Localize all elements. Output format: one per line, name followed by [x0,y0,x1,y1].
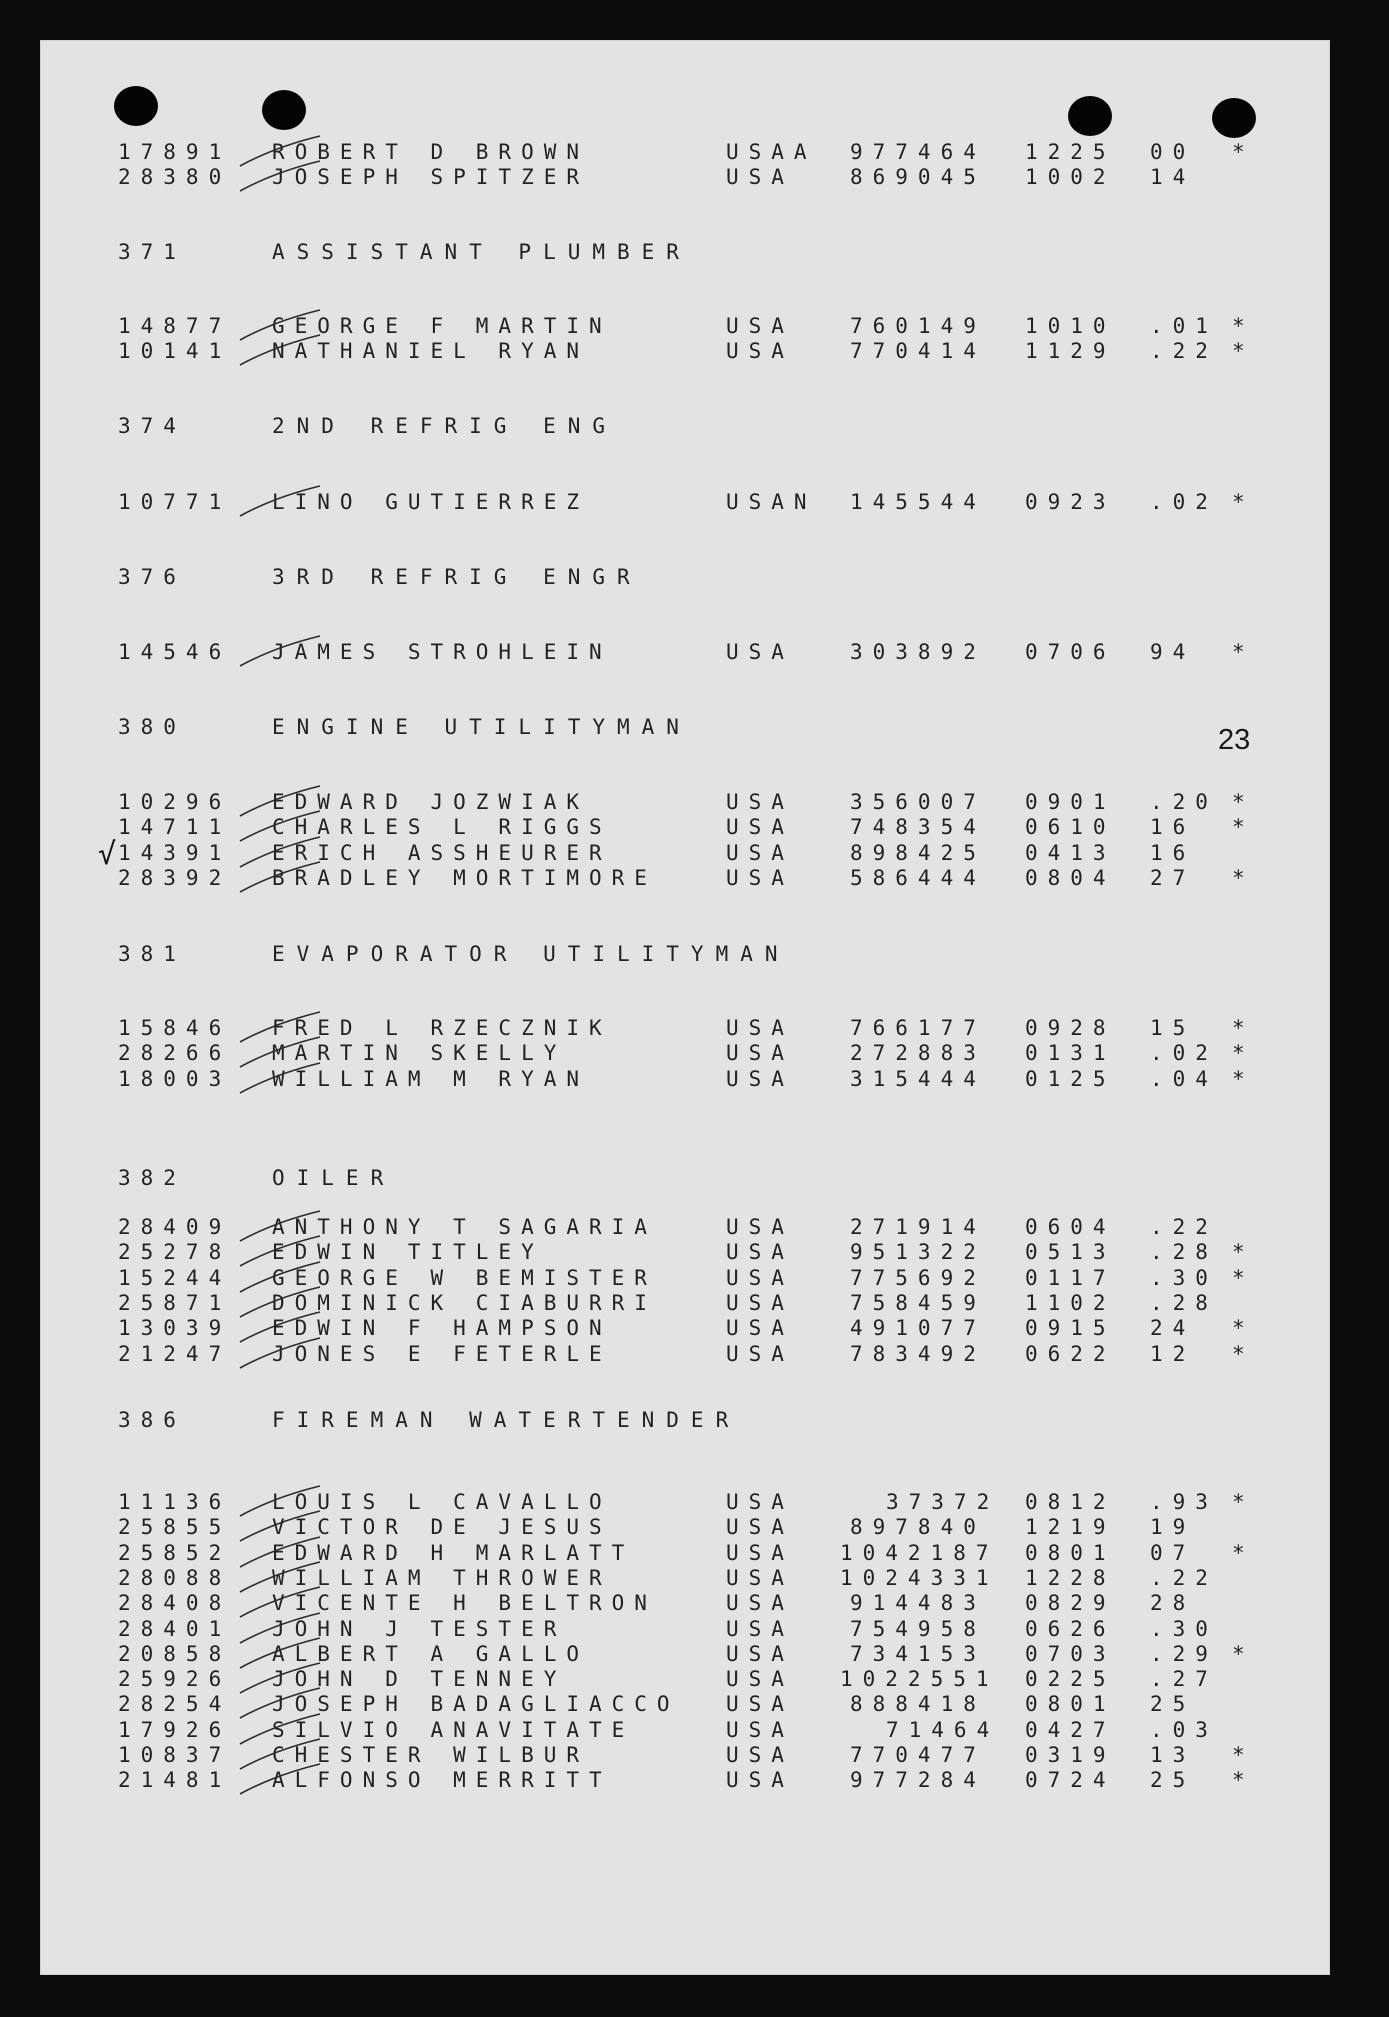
crew-row [0,1591,1389,1617]
crew-row [0,165,1389,191]
date-code: 1102 [1025,1290,1116,1315]
citizenship: USA [726,1490,794,1514]
crew-row [0,1215,1389,1241]
pen-check-mark [232,860,332,896]
date-code: 0427 [1025,1717,1116,1742]
page-number: 23 [1218,724,1251,756]
citizenship: USAN [726,490,817,514]
citizenship: USA [726,1265,794,1290]
crew-row [0,1490,1389,1516]
asterisk-mark: * [1232,815,1245,840]
asterisk-mark: * [1232,640,1245,664]
date-code: 0604 [1025,1215,1116,1239]
crew-id: 13039 [118,1316,232,1341]
document-number: 754958 [850,1616,986,1641]
rate-value: 00 [1150,140,1196,164]
citizenship: USA [726,339,794,364]
date-code: 0801 [1025,1540,1116,1565]
crew-id: 20858 [118,1641,232,1666]
rate-value: 94 [1150,640,1196,664]
crew-id: 14711 [118,815,232,840]
rate-value: 12 [1150,1341,1196,1366]
date-code: 0413 [1025,840,1116,865]
rate-value: .30 [1150,1265,1218,1290]
citizenship: USA [726,865,794,890]
document-number: 977464 [850,140,986,164]
crew-name: LOUIS L CAVALLO [272,1490,612,1514]
crew-row [0,1566,1389,1592]
asterisk-mark: * [1232,1066,1245,1091]
crew-id: 15846 [118,1016,232,1040]
crew-id: 28266 [118,1041,232,1066]
crew-name: WILLIAM THROWER [272,1565,612,1590]
asterisk-mark: * [1232,1041,1245,1066]
citizenship: USA [726,1591,794,1616]
crew-id: 21481 [118,1768,232,1793]
asterisk-mark: * [1232,1316,1245,1341]
crew-row [0,1718,1389,1744]
document-number: 145544 [850,490,986,514]
rate-value: 16 [1150,815,1196,840]
crew-id: 10771 [118,490,232,514]
document-number: 586444 [850,865,986,890]
document-number: 770477 [850,1743,986,1767]
section-title: 2ND REFRIG ENG [272,414,618,438]
asterisk-mark: * [1232,1490,1245,1514]
asterisk-mark: * [1232,1240,1245,1265]
rate-value: .22 [1150,1215,1218,1239]
date-code: 1010 [1025,314,1116,338]
punch-hole [262,90,306,130]
date-code: 1129 [1025,339,1116,364]
date-code: 0225 [1025,1667,1116,1692]
crew-name: VICENTE H BELTRON [272,1591,657,1616]
document-number: 783492 [850,1341,986,1366]
crew-id: 28088 [118,1565,232,1590]
crew-id: 28401 [118,1616,232,1641]
crew-name: CHESTER WILBUR [272,1743,590,1767]
crew-row [0,1041,1389,1067]
document-number: 1022551 [840,1667,999,1692]
citizenship: USA [726,1565,794,1590]
document-number: 897840 [850,1515,986,1540]
citizenship: USA [726,815,794,840]
document-number: 775692 [850,1265,986,1290]
crew-row [0,1515,1389,1541]
rate-value: 07 [1150,1540,1196,1565]
crew-id: 28392 [118,865,232,890]
crew-row [0,1291,1389,1317]
crew-name: ANTHONY T SAGARIA [272,1215,657,1239]
crew-id: 15244 [118,1265,232,1290]
crew-id: 28380 [118,165,232,190]
document-number: 37372 [886,1490,1000,1514]
crew-id: 17891 [118,140,232,164]
crew-name: JONES E FETERLE [272,1341,612,1366]
date-code: 1219 [1025,1515,1116,1540]
crew-id: 11136 [118,1490,232,1514]
citizenship: USAA [726,140,817,164]
crew-row [0,1316,1389,1342]
document-number: 315444 [850,1066,986,1091]
citizenship: USA [726,1540,794,1565]
date-code: 0915 [1025,1316,1116,1341]
citizenship: USA [726,165,794,190]
crew-name: WILLIAM M RYAN [272,1066,590,1091]
punch-hole [1212,98,1256,138]
crew-id: 21247 [118,1341,232,1366]
crew-id: 17926 [118,1717,232,1742]
crew-row [0,1617,1389,1643]
section-code: 380 [118,715,186,739]
crew-row [0,866,1389,892]
crew-name: JOHN J TESTER [272,1616,567,1641]
crew-row [0,1642,1389,1668]
pen-check-mark [232,333,332,369]
date-code: 0319 [1025,1743,1116,1767]
rate-value: .93 [1150,1490,1218,1514]
asterisk-mark: * [1232,1265,1245,1290]
document-number: 303892 [850,640,986,664]
citizenship: USA [726,1515,794,1540]
asterisk-mark: * [1232,140,1245,164]
document-number: 760149 [850,314,986,338]
rate-value: 27 [1150,865,1196,890]
rate-value: .04 [1150,1066,1218,1091]
rate-value: .20 [1150,790,1218,814]
citizenship: USA [726,840,794,865]
section-title: ASSISTANT PLUMBER [272,240,691,264]
date-code: 0703 [1025,1641,1116,1666]
date-code: 0125 [1025,1066,1116,1091]
crew-name: ERICH ASSHEURER [272,840,612,865]
crew-row [0,1266,1389,1292]
crew-name: VICTOR DE JESUS [272,1515,612,1540]
citizenship: USA [726,1016,794,1040]
document-number: 951322 [850,1240,986,1265]
citizenship: USA [726,314,794,338]
crew-name: CHARLES L RIGGS [272,815,612,840]
document-number: 356007 [850,790,986,814]
section-title: ENGINE UTILITYMAN [272,715,691,739]
document-number: 271914 [850,1215,986,1239]
crew-id: 25278 [118,1240,232,1265]
pen-check-mark [232,159,332,195]
document-number: 272883 [850,1041,986,1066]
section-title: FIREMAN WATERTENDER [272,1408,741,1432]
section-title: 3RD REFRIG ENGR [272,565,642,589]
citizenship: USA [726,1066,794,1091]
document-number: 977284 [850,1768,986,1793]
pen-check-mark [232,634,332,670]
crew-row [0,1342,1389,1368]
crew-row [0,1667,1389,1693]
crew-row [0,1692,1389,1718]
asterisk-mark: * [1232,1341,1245,1366]
crew-row [0,140,1389,166]
crew-id: 25926 [118,1667,232,1692]
rate-value: 13 [1150,1743,1196,1767]
crew-id: 10296 [118,790,232,814]
citizenship: USA [726,790,794,814]
section-code: 386 [118,1408,186,1432]
section-title: OILER [272,1166,396,1190]
crew-row [0,815,1389,841]
crew-name: JOHN D TENNEY [272,1667,567,1692]
crew-row [0,1743,1389,1769]
crew-row [0,1240,1389,1266]
pen-check-mark [232,1762,332,1798]
date-code: 0117 [1025,1265,1116,1290]
section-code: 376 [118,565,186,589]
crew-id: 28408 [118,1591,232,1616]
document-number: 770414 [850,339,986,364]
crew-row [0,836,1389,872]
date-code: 0928 [1025,1016,1116,1040]
pen-check-mark [232,1336,332,1372]
document-number: 914483 [850,1591,986,1616]
crew-id: 25855 [118,1515,232,1540]
rate-value: 14 [1150,165,1196,190]
pen-check-mark [232,1061,332,1097]
crew-name: FRED L RZECZNIK [272,1016,612,1040]
crew-name: EDWARD JOZWIAK [272,790,590,814]
crew-name: JOSEPH SPITZER [272,165,590,190]
citizenship: USA [726,1041,794,1066]
punch-hole [1068,96,1112,136]
rate-value: .28 [1150,1290,1218,1315]
crew-id: 14391 [118,840,232,865]
date-code: 1228 [1025,1565,1116,1590]
date-code: 0610 [1025,815,1116,840]
rate-value: 25 [1150,1692,1196,1717]
rate-value: .22 [1150,339,1218,364]
crew-row [0,1067,1389,1093]
date-code: 0131 [1025,1041,1116,1066]
crew-name: ALFONSO MERRITT [272,1768,612,1793]
crew-row [0,339,1389,365]
crew-id: 14877 [118,314,232,338]
date-code: 0724 [1025,1768,1116,1793]
rate-value: .28 [1150,1240,1218,1265]
date-code: 0706 [1025,640,1116,664]
document-number: 898425 [850,840,986,865]
crew-name: EDWIN F HAMPSON [272,1316,612,1341]
crew-id: 10141 [118,339,232,364]
section-code: 374 [118,414,186,438]
crew-id: 14546 [118,640,232,664]
asterisk-mark: * [1232,865,1245,890]
document-number: 869045 [850,165,986,190]
citizenship: USA [726,1290,794,1315]
crew-name: EDWIN TITLEY [272,1240,544,1265]
crew-name: DOMINICK CIABURRI [272,1290,657,1315]
date-code: 0804 [1025,865,1116,890]
document-number: 1042187 [840,1540,999,1565]
asterisk-mark: * [1232,314,1245,338]
asterisk-mark: * [1232,1743,1245,1767]
asterisk-mark: * [1232,339,1245,364]
crew-name: ALBERT A GALLO [272,1641,590,1666]
date-code: 0622 [1025,1341,1116,1366]
crew-name: LINO GUTIERREZ [272,490,590,514]
crew-row [0,790,1389,816]
rate-value: .30 [1150,1616,1218,1641]
citizenship: USA [726,1316,794,1341]
asterisk-mark: * [1232,1540,1245,1565]
crew-id: 25871 [118,1290,232,1315]
crew-id: 10837 [118,1743,232,1767]
date-code: 0901 [1025,790,1116,814]
crew-row [0,1541,1389,1567]
crew-name: GEORGE W BEMISTER [272,1265,657,1290]
document-number: 71464 [886,1717,1000,1742]
date-code: 1225 [1025,140,1116,164]
crew-name: JOSEPH BADAGLIACCO [272,1692,680,1717]
document-number: 766177 [850,1016,986,1040]
citizenship: USA [726,1717,794,1742]
date-code: 1002 [1025,165,1116,190]
crew-row [0,1768,1389,1794]
date-code: 0812 [1025,1490,1116,1514]
rate-value: 28 [1150,1591,1196,1616]
document-number: 734153 [850,1641,986,1666]
punch-hole [114,86,158,126]
date-code: 0801 [1025,1692,1116,1717]
date-code: 0513 [1025,1240,1116,1265]
crew-row [0,314,1389,340]
citizenship: USA [726,1768,794,1793]
date-code: 0626 [1025,1616,1116,1641]
section-title: EVAPORATOR UTILITYMAN [272,942,790,966]
asterisk-mark: * [1232,1641,1245,1666]
document-number: 491077 [850,1316,986,1341]
crew-name: NATHANIEL RYAN [272,339,590,364]
crew-name: GEORGE F MARTIN [272,314,612,338]
rate-value: 25 [1150,1768,1196,1793]
rate-value: .03 [1150,1717,1218,1742]
citizenship: USA [726,1341,794,1366]
rate-value: 19 [1150,1515,1196,1540]
rate-value: .02 [1150,1041,1218,1066]
date-code: 0923 [1025,490,1116,514]
crew-name: BRADLEY MORTIMORE [272,865,657,890]
crew-name: MARTIN SKELLY [272,1041,567,1066]
citizenship: USA [726,1692,794,1717]
crew-name: ROBERT D BROWN [272,140,590,164]
rate-value: .02 [1150,490,1218,514]
citizenship: USA [726,1743,794,1767]
rate-value: 15 [1150,1016,1196,1040]
rate-value: 24 [1150,1316,1196,1341]
citizenship: USA [726,1616,794,1641]
section-code: 382 [118,1166,186,1190]
crew-id: 18003 [118,1066,232,1091]
asterisk-mark: * [1232,1016,1245,1040]
crew-row [0,1016,1389,1042]
rate-value: .22 [1150,1565,1218,1590]
citizenship: USA [726,1240,794,1265]
asterisk-mark: * [1232,790,1245,814]
document-number: 758459 [850,1290,986,1315]
rate-value: .29 [1150,1641,1218,1666]
asterisk-mark: * [1232,1768,1245,1793]
date-code: 0829 [1025,1591,1116,1616]
rate-value: .27 [1150,1667,1218,1692]
crew-id: 28409 [118,1215,232,1239]
crew-id: 25852 [118,1540,232,1565]
crew-row [0,640,1389,666]
crew-name: JAMES STROHLEIN [272,640,612,664]
citizenship: USA [726,640,794,664]
document-number: 1024331 [840,1565,999,1590]
crew-row [0,490,1389,516]
rate-value: .01 [1150,314,1218,338]
citizenship: USA [726,1641,794,1666]
check-mark-icon: √ [98,836,117,872]
section-code: 371 [118,240,186,264]
crew-name: EDWARD H MARLATT [272,1540,635,1565]
citizenship: USA [726,1667,794,1692]
citizenship: USA [726,1215,794,1239]
document-number: 748354 [850,815,986,840]
crew-id: 28254 [118,1692,232,1717]
section-code: 381 [118,942,186,966]
pen-check-mark [232,484,332,520]
rate-value: 16 [1150,840,1196,865]
document-number: 888418 [850,1692,986,1717]
asterisk-mark: * [1232,490,1245,514]
crew-name: SILVIO ANAVITATE [272,1717,635,1742]
